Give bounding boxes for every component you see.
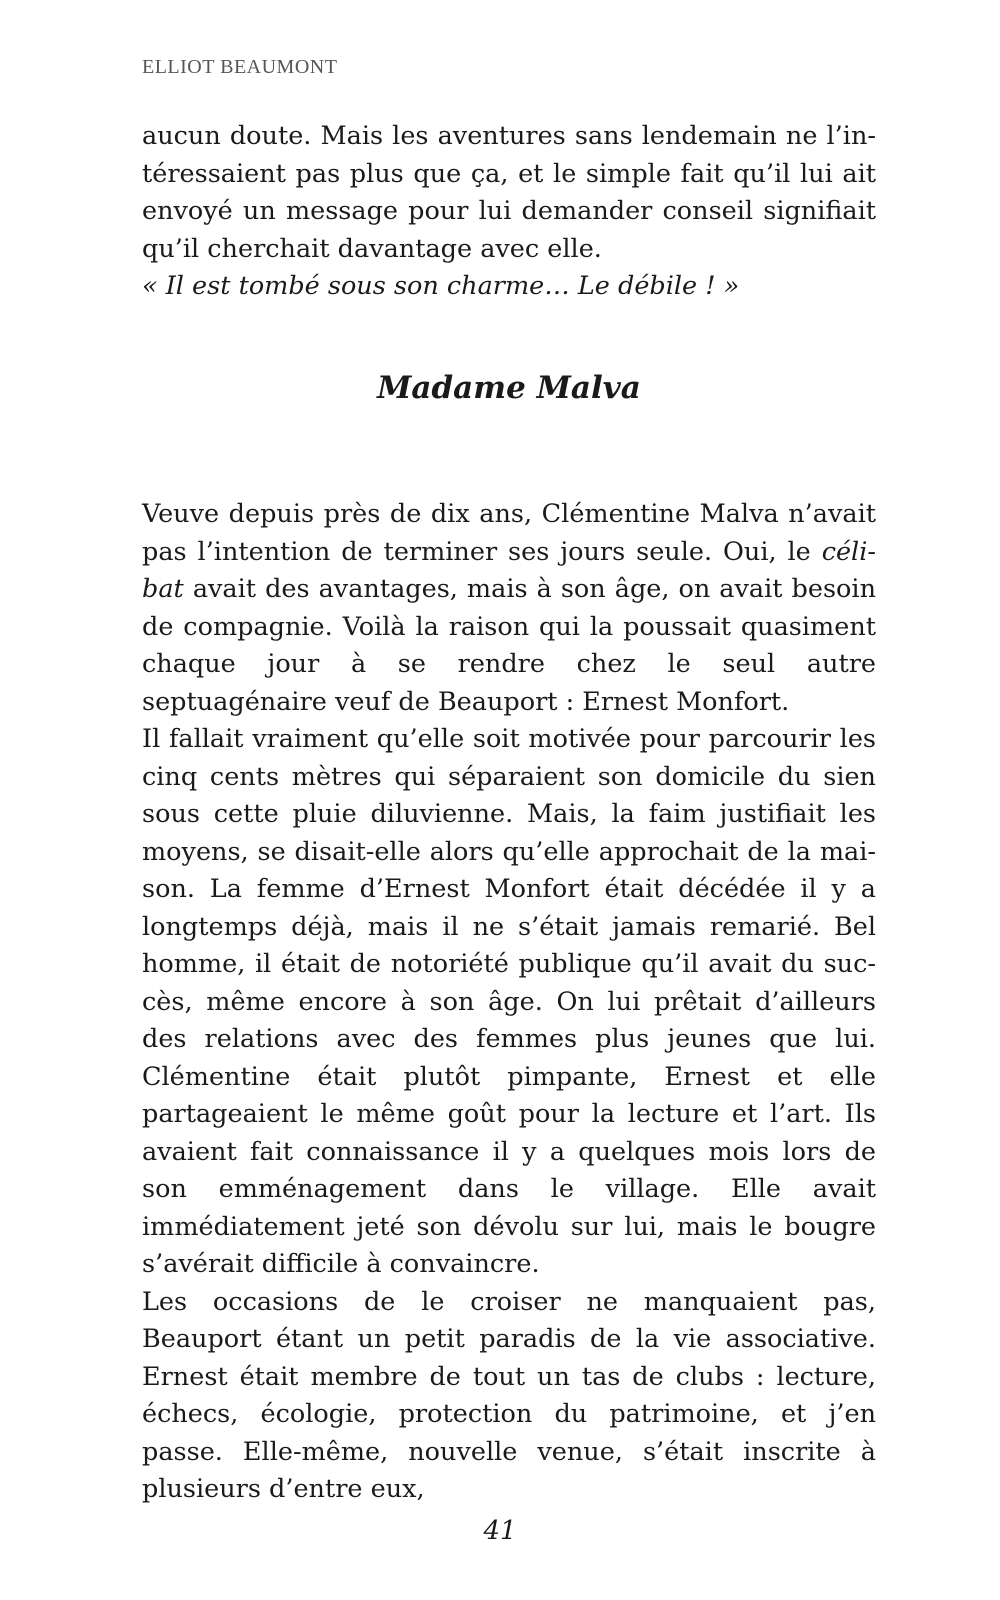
page-number: 41 xyxy=(483,1516,517,1546)
chapter-body xyxy=(142,496,876,1509)
body-paragraph-1-start: Veuve depuis près de dix ans, Clémentine Malva n’avait pas l’intention de terminer ses jours seule. Oui, le xyxy=(142,499,876,567)
body-paragraph-1-end: avait des avantages, mais à son âge, on avait besoin de compagnie. Voilà la raison qui la poussait quasiment chaque jour à se rendre chez le seul autre septuagénaire veuf de Beauport : Ernest Monfort. xyxy=(142,574,876,717)
italic-quote: « Il est tombé sous son charme… Le débile ! » xyxy=(142,271,740,301)
body-paragraph-3: Les occasions de le croiser ne manquaient pas, Beauport étant un petit paradis de la vie associative. Ernest était membre de tout un tas de clubs : lecture, échecs, écologie, protection du patrimoine, et j’en passe. Elle-même, nouvelle venue, s’était inscrite à plusieurs d’entre eux, xyxy=(142,1286,876,1504)
running-head: ELLIOT BEAUMONT xyxy=(142,56,338,78)
continued-text-block xyxy=(142,118,876,306)
body-paragraph-1 xyxy=(142,496,876,721)
chapter-title: Madame Malva xyxy=(377,370,641,406)
continued-paragraph: aucun doute. Mais les aventures sans lendemain ne l’intéressaient pas plus que ça, et le simple fait qu’il lui ait envoyé un message pour lui demander conseil signifiait qu’il cherchait davantage avec elle. xyxy=(142,121,876,264)
body-paragraph-2: Il fallait vraiment qu’elle soit motivée pour parcourir les cinq cents mètres qui séparaient son domicile du sien sous cette pluie diluvienne. Mais, la faim justifiait les moyens, se disait-elle alors qu’elle approchait de la maison. La femme d’Ernest Monfort était décédée il y a longtemps déjà, mais il ne s’était jamais remarié. Bel homme, il était de notoriété publique qu’il avait du succès, même encore à son âge. On lui prêtait d’ailleurs des relations avec des femmes plus jeunes que lui. Clémentine était plutôt pimpante, Ernest et elle partageaient le même goût pour la lecture et l’art. Ils avaient fait connaissance il y a quelques mois lors de son emménagement dans le village. Elle avait immédiatement jeté son dévolu sur lui, mais le bougre s’avérait difficile à convaincre. xyxy=(142,724,876,1279)
body-paragraph-1-italic-word: célibat xyxy=(142,536,876,604)
